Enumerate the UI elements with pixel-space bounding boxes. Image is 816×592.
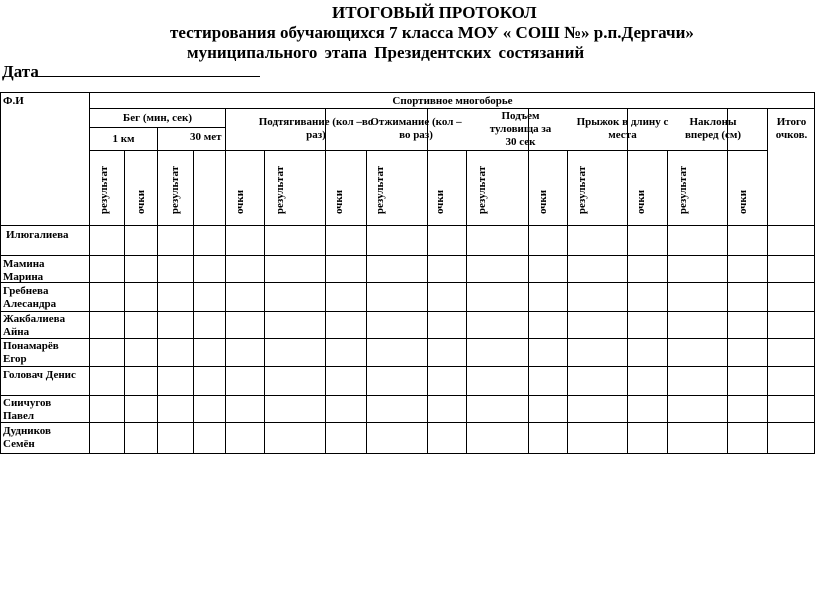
longjump-points-label: очки bbox=[635, 189, 647, 215]
pullups-points-label: очки bbox=[333, 189, 345, 215]
date-label: Дата bbox=[2, 62, 39, 81]
longjump-header: Прыжок в длину с места bbox=[576, 116, 669, 141]
pullups-result-label: результат bbox=[274, 165, 286, 215]
situps-header: Подъем туловища за 30 сек bbox=[489, 110, 552, 148]
run-1km-result-label: результат bbox=[98, 165, 110, 215]
pushups-points-label: очки bbox=[434, 189, 446, 215]
protocol-subtitle: тестирования обучающихся 7 класса МОУ « СОШ №» р.п.Дергачи» bbox=[170, 23, 694, 42]
participant-name: Сиичугов Павел bbox=[3, 397, 52, 422]
run-30m-points-label: очки bbox=[234, 189, 246, 215]
situps-points-label: очки bbox=[537, 189, 549, 215]
situps-result-label: результат bbox=[476, 165, 488, 215]
protocol-subtitle-2: муниципального этапа Президентских состязаний bbox=[187, 43, 585, 62]
run-header: Бег (мин, сек) bbox=[122, 112, 193, 124]
participant-name: Жакбалиева Айна bbox=[3, 313, 66, 338]
pullups-header: Подтягивание (кол –во раз) bbox=[258, 116, 374, 141]
participant-name: Илюгалиева bbox=[6, 229, 69, 241]
protocol-title: ИТОГОВЫЙ ПРОТОКОЛ bbox=[332, 3, 537, 22]
longjump-result-label: результат bbox=[576, 165, 588, 215]
pushups-result-label: результат bbox=[374, 165, 386, 215]
total-header: Итого очков. bbox=[775, 116, 808, 141]
bends-points-label: очки bbox=[737, 189, 749, 215]
bends-header: Наклоны вперед (см) bbox=[684, 116, 742, 141]
participant-name: Понамарёв Егор bbox=[3, 340, 59, 365]
bends-result-label: результат bbox=[677, 165, 689, 215]
participant-name: Мамина Марина bbox=[3, 258, 45, 283]
run-30m-header: 30 мет bbox=[190, 131, 222, 143]
run-1km-header: 1 км bbox=[112, 133, 135, 145]
group-header: Спортивное многоборье bbox=[392, 95, 513, 107]
run-1km-points-label: очки bbox=[135, 189, 147, 215]
participant-name: Гребнева Алесандра bbox=[3, 285, 57, 310]
name-column-header: Ф.И bbox=[3, 95, 24, 107]
participant-name: Головач Денис bbox=[3, 369, 76, 381]
participant-name: Дудников Семён bbox=[3, 425, 51, 450]
pushups-header: Отжимание (кол – во раз) bbox=[370, 116, 462, 141]
run-30m-result-label: результат bbox=[169, 165, 181, 215]
